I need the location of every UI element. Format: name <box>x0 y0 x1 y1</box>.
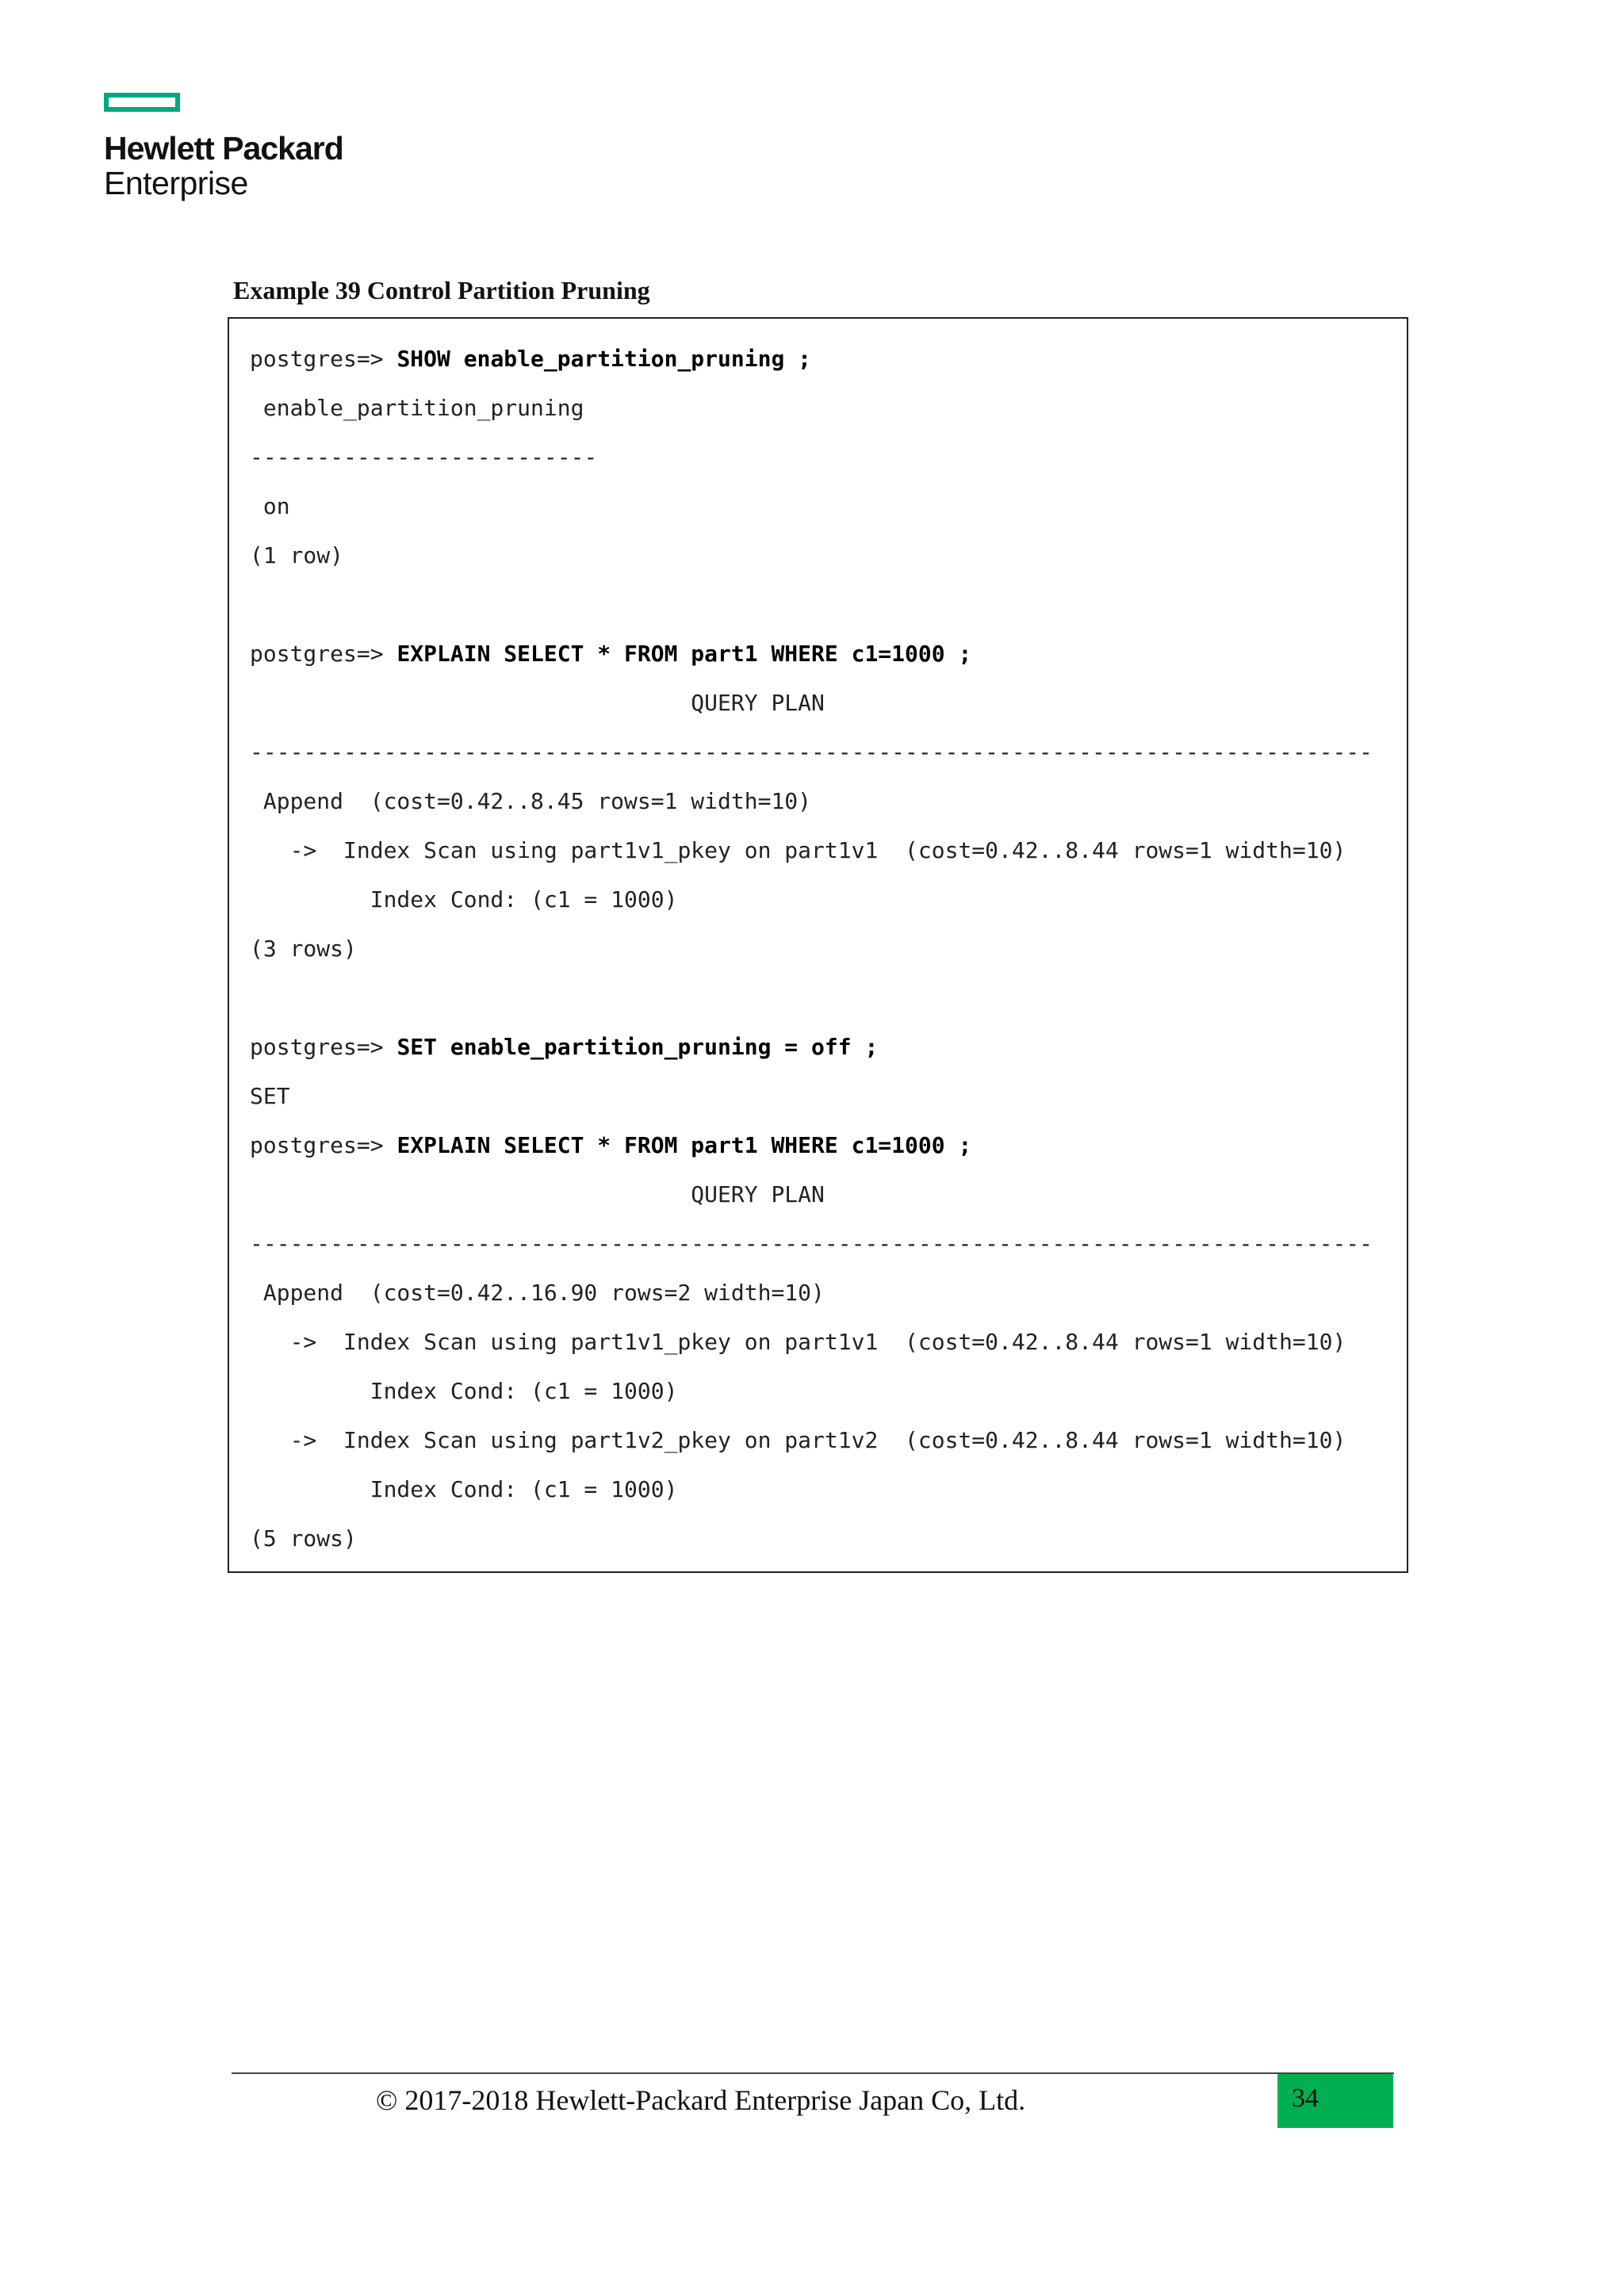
page-number-badge <box>1277 2074 1393 2128</box>
code-line <box>250 1465 1373 1514</box>
code-line <box>250 580 1373 629</box>
code-text: Index Cond: (c1 = 1000) <box>250 886 678 913</box>
code-command: SET enable_partition_pruning = off ; <box>396 1034 879 1060</box>
example-caption: Example 39 Control Partition Pruning <box>233 276 650 304</box>
logo-text-line1: Hewlett Packard <box>104 130 343 166</box>
code-text: Index Cond: (c1 = 1000) <box>250 1378 678 1404</box>
code-line <box>250 1416 1373 1465</box>
code-text: (3 rows) <box>250 936 357 962</box>
code-line <box>250 1219 1373 1269</box>
code-text: postgres=> <box>250 1034 397 1060</box>
code-text: postgres=> <box>250 641 397 667</box>
code-command: EXPLAIN SELECT * FROM part1 WHERE c1=1000 ; <box>396 1132 972 1158</box>
code-text: -> Index Scan using part1v1_pkey on part1v1 (cost=0.42..8.44 rows=1 width=10) <box>250 837 1346 863</box>
code-line <box>250 974 1373 1023</box>
code-text: Index Cond: (c1 = 1000) <box>250 1476 678 1502</box>
logo-text-line2: Enterprise <box>104 165 248 201</box>
code-line <box>250 1514 1373 1563</box>
code-line <box>250 1269 1373 1318</box>
code-line <box>250 335 1373 384</box>
code-text: Append (cost=0.42..8.45 rows=1 width=10) <box>250 788 812 814</box>
footer-copyright: © 2017-2018 Hewlett-Packard Enterprise Japan Co, Ltd. <box>376 2084 1026 2116</box>
code-line <box>250 1318 1373 1367</box>
code-line <box>250 433 1373 482</box>
code-text: SET <box>250 1083 290 1109</box>
page-number: 34 <box>1292 2084 1319 2113</box>
code-line <box>250 1072 1373 1121</box>
code-text: (5 rows) <box>250 1525 357 1552</box>
code-line <box>250 482 1373 531</box>
code-line <box>250 384 1373 433</box>
code-line <box>250 924 1373 974</box>
code-text: Append (cost=0.42..16.90 rows=2 width=10) <box>250 1280 825 1306</box>
code-text: enable_partition_pruning <box>250 395 584 421</box>
code-text: (1 row) <box>250 542 344 568</box>
code-text: on <box>250 493 290 519</box>
code-line <box>250 728 1373 777</box>
code-text: QUERY PLAN <box>250 690 825 716</box>
code-command: SHOW enable_partition_pruning ; <box>396 346 812 372</box>
code-text: -------------------------- <box>250 444 598 470</box>
code-line <box>250 777 1373 826</box>
footer-divider <box>232 2072 1394 2074</box>
code-text: ------------------------------------------------------------------------------------ <box>250 739 1373 765</box>
code-block <box>228 317 1408 1573</box>
code-text: postgres=> <box>250 346 397 372</box>
code-line <box>250 1121 1373 1170</box>
company-logo <box>104 93 343 201</box>
code-line <box>250 629 1373 679</box>
code-line <box>250 531 1373 580</box>
code-text: QUERY PLAN <box>250 1181 825 1207</box>
code-line <box>250 679 1373 728</box>
code-line <box>250 875 1373 924</box>
code-line <box>250 1367 1373 1416</box>
code-command: EXPLAIN SELECT * FROM part1 WHERE c1=1000 ; <box>396 641 972 667</box>
hpe-element-icon <box>104 93 180 112</box>
code-line <box>250 1023 1373 1072</box>
code-text: postgres=> <box>250 1132 397 1158</box>
code-lines <box>250 335 1373 1563</box>
code-line <box>250 1170 1373 1219</box>
code-line <box>250 826 1373 875</box>
code-text: -> Index Scan using part1v2_pkey on part1v2 (cost=0.42..8.44 rows=1 width=10) <box>250 1427 1346 1453</box>
code-text: ------------------------------------------------------------------------------------ <box>250 1230 1373 1257</box>
code-text: -> Index Scan using part1v1_pkey on part1v1 (cost=0.42..8.44 rows=1 width=10) <box>250 1329 1346 1355</box>
